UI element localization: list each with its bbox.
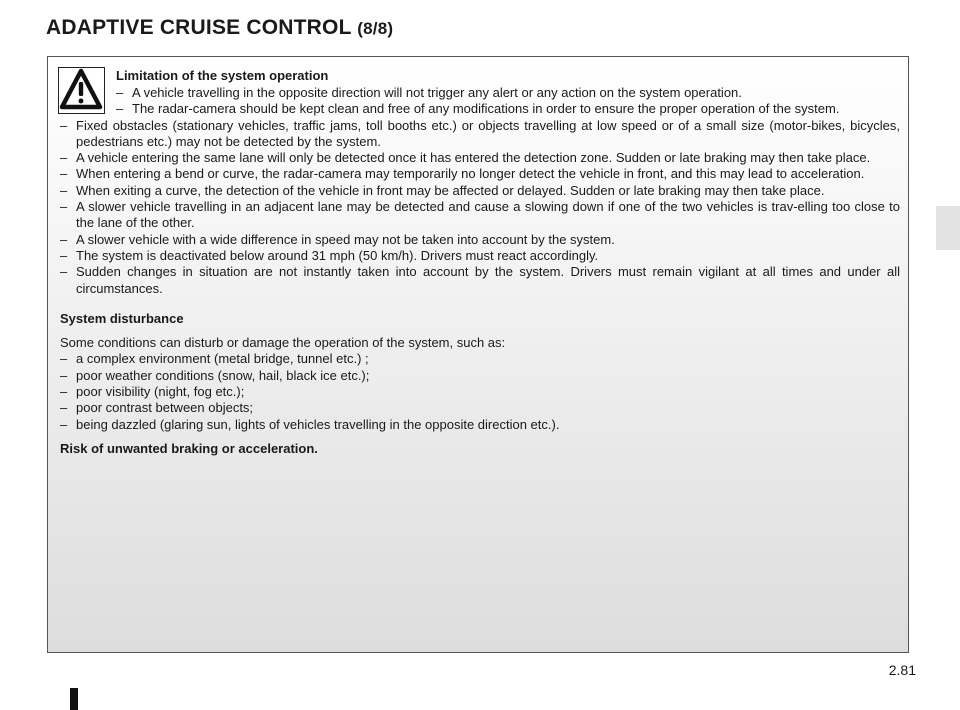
page-title [46,16,393,40]
list-item: – A vehicle entering the same lane will only be detected once it has entered the detection zone. Sudden or late braking may then take place. [60,150,871,166]
warning-body [60,85,900,457]
list-item: – poor weather conditions (snow, hail, black ice etc.); [60,367,370,383]
list-item: – The system is deactivated below around 31 mph (50 km/h). Drivers must react accordingly. [60,247,599,263]
list-item: – A slower vehicle with a wide difference in speed may not be taken into account by the system. [60,231,615,247]
list-item: – a complex environment (metal bridge, tunnel etc.) ; [60,351,369,367]
chapter-tab [936,206,960,250]
page-title-main: ADAPTIVE CRUISE CONTROL [46,16,352,39]
risk-statement: Risk of unwanted braking or acceleration. [60,440,318,456]
list-item: – Sudden changes in situation are not instantly taken into account by the system. Drivers must remain vigilant at all times and under all circumstances. [60,264,900,296]
list-item: –The radar-camera should be kept clean and free of any modifications in order to ensure the proper operation of the system. [116,101,840,117]
section-title: System disturbance [60,310,184,326]
list-item: – A slower vehicle travelling in an adjacent lane may be detected and cause a slowing down if one of the two vehicles is trav-elling too close to the lane of the other. [60,199,900,231]
list-item: – being dazzled (glaring sun, lights of vehicles travelling in the opposite direction etc.). [60,416,560,432]
crop-mark [70,688,78,710]
list-item: – When entering a bend or curve, the radar-camera may temporarily no longer detect the vehicle in front, and this may lead to acceleration. [60,166,865,182]
page-number: 2.81 [888,662,916,678]
list-item: –A vehicle travelling in the opposite direction will not trigger any alert or any action on the system operation. [116,85,742,100]
section-intro: Some conditions can disturb or damage the operation of the system, such as: [60,335,506,351]
warning-heading: Limitation of the system operation [116,68,329,83]
list-item: – When exiting a curve, the detection of the vehicle in front may be affected or delayed. Sudden or late braking may then take place. [60,182,825,198]
list-item: – poor contrast between objects; [60,400,254,416]
page-title-part: (8/8) [357,19,394,38]
list-item: – Fixed obstacles (stationary vehicles, traffic jams, toll booths etc.) or objects travelling at low speed or of a small size (motor-bikes, bicycles, pedestrians etc.) may not be detected by the system. [60,117,900,149]
list-item: – poor visibility (night, fog etc.); [60,384,245,400]
